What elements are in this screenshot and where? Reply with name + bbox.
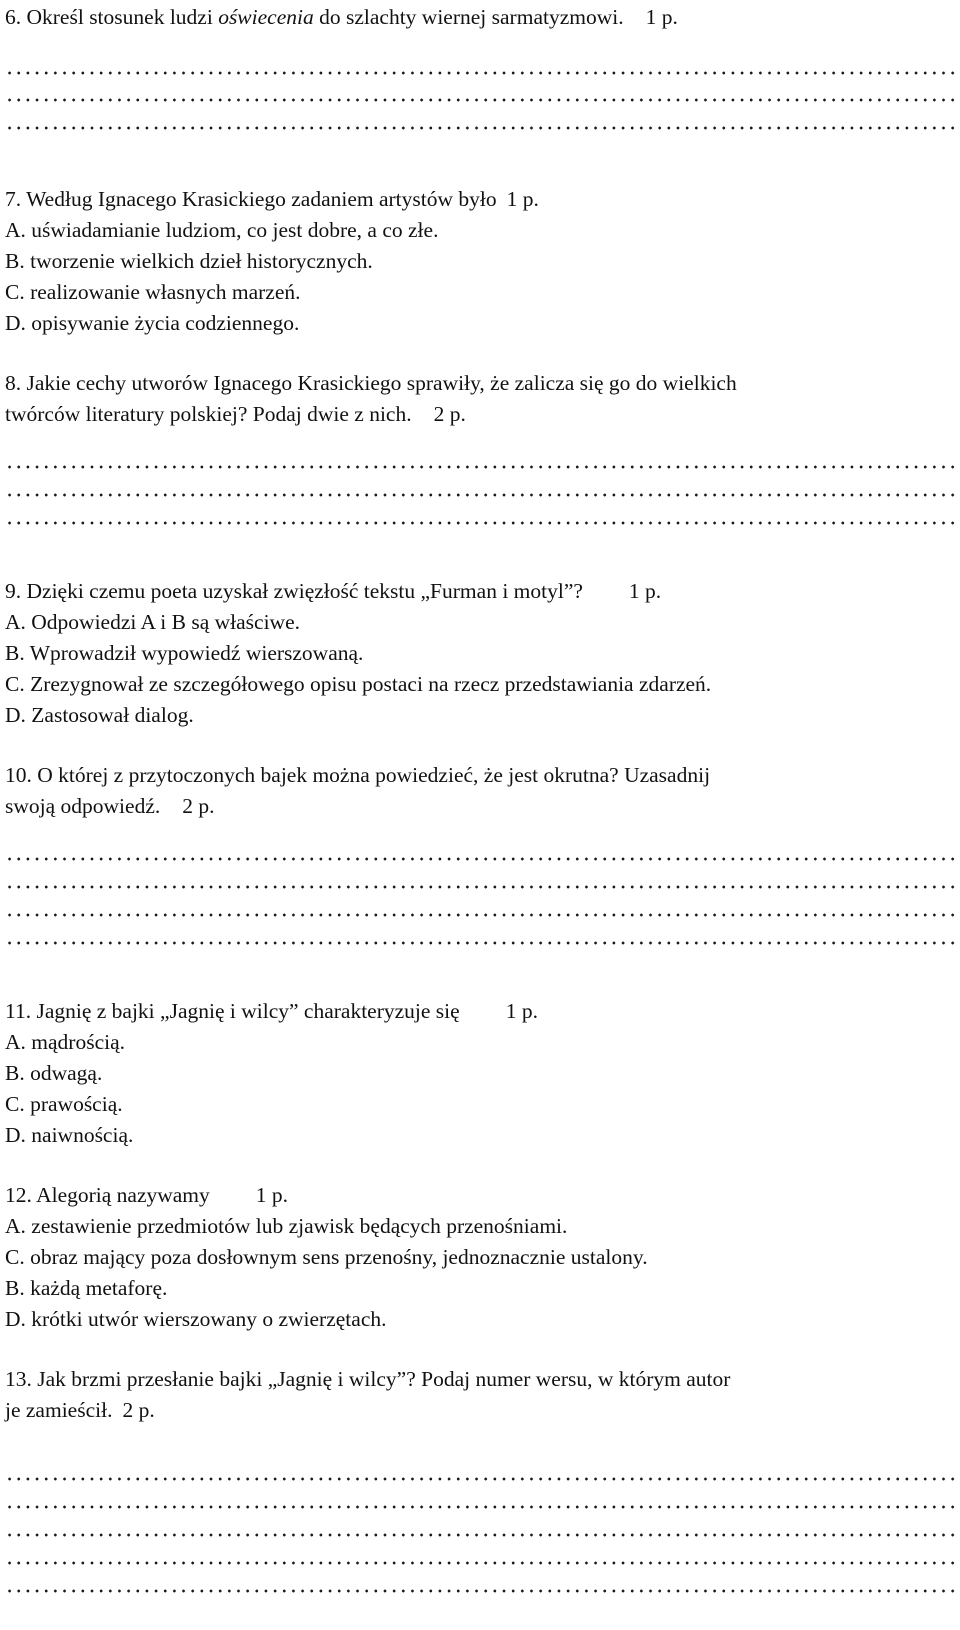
question-9-text: 9. Dzięki czemu poeta uzyskał zwięzłość tekstu „Furman i motyl”? — [5, 579, 583, 603]
question-9-points: 1 p. — [628, 579, 662, 603]
question-10-line-1: 10. O której z przytoczonych bajek można powiedzieć, że jest okrutna? Uzasadnij — [5, 763, 711, 787]
answer-line[interactable] — [5, 124, 958, 132]
answer-line[interactable] — [5, 1475, 958, 1483]
answer-line[interactable] — [5, 69, 958, 77]
answer-line[interactable] — [5, 939, 958, 947]
question-8-line-1: 8. Jakie cechy utworów Ignacego Krasickiego sprawiły, że zalicza się go do wielkich — [5, 371, 737, 395]
question-6-text-start: 6. Określ stosunek ludzi — [5, 5, 219, 29]
question-7 — [5, 184, 539, 214]
question-12-points: 1 p. — [255, 1183, 289, 1207]
question-11-option-b[interactable]: B. odwagą. — [5, 1061, 103, 1085]
question-10-text: swoją odpowiedź. — [5, 794, 161, 818]
answer-line[interactable] — [5, 855, 958, 863]
question-7-option-b[interactable]: B. tworzenie wielkich dzieł historycznych. — [5, 249, 373, 273]
question-10-line-2 — [5, 791, 215, 821]
question-11-option-a[interactable]: A. mądrością. — [5, 1030, 126, 1054]
question-12-option-d[interactable]: D. krótki utwór wierszowany o zwierzętach. — [5, 1307, 387, 1331]
question-13-line-1: 13. Jak brzmi przesłanie bajki „Jagnię i wilcy”? Podaj numer wersu, w którym autor — [5, 1367, 731, 1391]
question-7-option-c[interactable]: C. realizowanie własnych marzeń. — [5, 280, 301, 304]
question-13-line-2 — [5, 1395, 155, 1425]
question-9-option-a[interactable]: A. Odpowiedzi A i B są właściwe. — [5, 610, 300, 634]
question-6 — [5, 2, 678, 32]
answer-line[interactable] — [5, 491, 958, 499]
question-6-text-end: do szlachty wiernej sarmatyzmowi. — [313, 5, 624, 29]
question-7-option-d[interactable]: D. opisywanie życia codziennego. — [5, 311, 300, 335]
question-7-text: 7. Według Ignacego Krasickiego zadaniem artystów było — [5, 187, 497, 211]
question-11-text: 11. Jagnię z bajki „Jagnię i wilcy” charakteryzuje się — [5, 999, 460, 1023]
answer-line[interactable] — [5, 96, 958, 104]
question-12-option-b[interactable]: B. każdą metaforę. — [5, 1276, 168, 1300]
question-6-emphasis: oświecenia — [218, 5, 314, 29]
answer-line[interactable] — [5, 883, 958, 891]
question-11-option-c[interactable]: C. prawością. — [5, 1092, 123, 1116]
question-12 — [5, 1180, 288, 1210]
question-11 — [5, 996, 538, 1026]
question-11-option-d[interactable]: D. naiwnością. — [5, 1123, 134, 1147]
question-12-option-c[interactable]: C. obraz mający poza dosłownym sens przenośny, jednoznacznie ustalony. — [5, 1245, 648, 1269]
question-12-text: 12. Alegorią nazywamy — [5, 1183, 210, 1207]
answer-line[interactable] — [5, 1531, 958, 1539]
answer-line[interactable] — [5, 911, 958, 919]
question-6-points: 1 p. — [645, 5, 678, 29]
question-11-points: 1 p. — [505, 999, 538, 1023]
question-13-text: je zamieścił. — [5, 1398, 113, 1422]
question-13-points: 2 p. — [122, 1398, 155, 1422]
question-9-option-c[interactable]: C. Zrezygnował ze szczegółowego opisu postaci na rzecz przedstawiania zdarzeń. — [5, 672, 712, 696]
question-9-option-b[interactable]: B. Wprowadził wypowiedź wierszowaną. — [5, 641, 364, 665]
answer-line[interactable] — [5, 1503, 958, 1511]
answer-line[interactable] — [5, 519, 958, 527]
question-8-line-2 — [5, 399, 466, 429]
question-7-points: 1 p. — [506, 187, 539, 211]
question-10-points: 2 p. — [182, 794, 215, 818]
question-9 — [5, 576, 661, 606]
answer-line[interactable] — [5, 1559, 958, 1567]
question-8-text: twórców literatury polskiej? Podaj dwie z nich. — [5, 402, 412, 426]
question-12-option-a[interactable]: A. zestawienie przedmiotów lub zjawisk będących przenośniami. — [5, 1214, 568, 1238]
question-8-points: 2 p. — [433, 402, 466, 426]
answer-line[interactable] — [5, 1587, 958, 1595]
answer-line[interactable] — [5, 463, 958, 471]
question-9-option-d[interactable]: D. Zastosował dialog. — [5, 703, 194, 727]
question-7-option-a[interactable]: A. uświadamianie ludziom, co jest dobre, a co złe. — [5, 218, 439, 242]
